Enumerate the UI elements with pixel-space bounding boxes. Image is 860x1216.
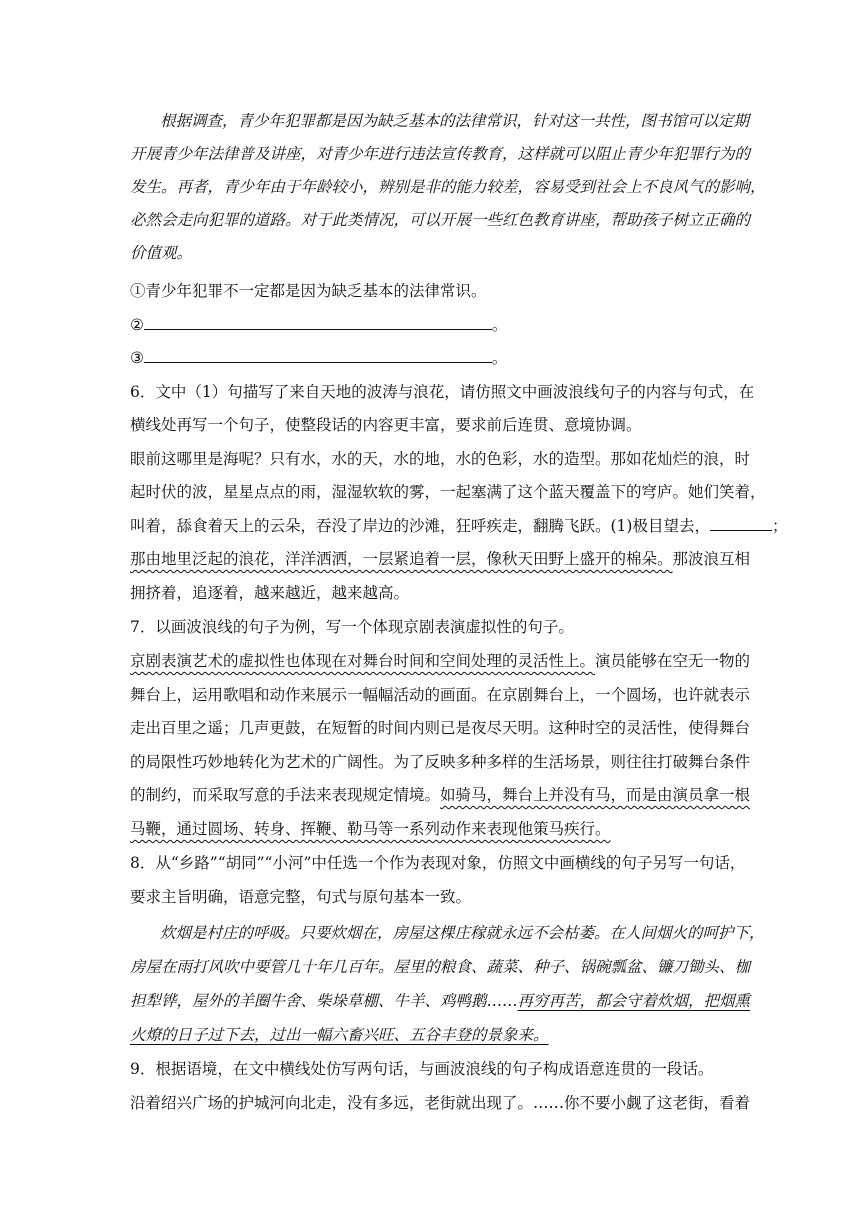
passage5-line-1: 根据调查，青少年犯罪都是因为缺乏基本的法律常识，针对这一共性，图书馆可以定期 — [160, 112, 750, 130]
answer-3-row — [130, 347, 736, 369]
q8-passage-line-2: 房屋在雨打风吹中要管几十年几百年。屋里的粮食、蔬菜、种子、锅碗瓢盆、镰刀锄头、枷 — [130, 958, 751, 976]
answer-2-period: 。 — [491, 316, 508, 334]
q6-passage-line-1: 眼前这哪里是海呢？只有水，水的天，水的地，水的色彩，水的造型。那如花灿烂的浪，时 — [130, 450, 751, 468]
question-6-line-2: 横线处再写一个句子，使整段话的内容更丰富，要求前后连贯、意境协调。 — [130, 416, 642, 434]
q8-passage-line-4 — [130, 1024, 736, 1046]
q8-passage-line-3 — [130, 990, 751, 1012]
question-6-line-1: 6．文中（1）句描写了来自天地的波涛与浪花，请仿照文中画波浪线句子的内容与句式，在 — [130, 383, 755, 401]
q7-passage-line-5 — [130, 784, 751, 806]
q7-passage-line-1 — [130, 650, 751, 672]
q8-underlined-sentence-a: 再穷再苦，都会守着炊烟，把烟熏 — [517, 992, 751, 1010]
passage5-line-3: 发生。再者，青少年由于年龄较小，辨别是非的能力较差，容易受到社会上不良风气的影响， — [130, 178, 766, 196]
q7-wavy-sentence-2b: 马鞭，通过圆场、转身、挥鞭、勒马等一系列动作来表现他策马疾行。 — [130, 820, 611, 838]
passage5-line-5: 价值观。 — [130, 244, 193, 262]
q6-semicolon: ； — [771, 517, 788, 535]
q7-passage-line-6 — [130, 818, 736, 840]
passage5-line-4: 必然会走向犯罪的道路。对于此类情况，可以开展一些红色教育讲座，帮助孩子树立正确的 — [130, 211, 751, 229]
q7-passage-text: 的制约，而采取写意的手法来表现规定情境。 — [130, 786, 441, 804]
answer-3-marker: ③ — [130, 349, 144, 367]
q7-passage-line-2: 舞台上，运用歌唱和动作来展示一幅幅活动的画面。在京剧舞台上，一个圆场，也许就表示 — [130, 686, 751, 704]
q7-passage-line-3: 走出百里之遥；几声更鼓，在短暂的时间内则已是夜尽天明。这种时空的灵活性，使得舞台 — [130, 719, 751, 737]
q7-passage-tail: 演员能够在空无一物的 — [595, 652, 751, 670]
answer-2-blank[interactable] — [144, 314, 492, 330]
answer-3-period: 。 — [491, 349, 508, 367]
q7-wavy-sentence-2a: 如骑马，舞台上并没有马，而是由演员拿一根 — [440, 786, 751, 804]
q7-passage-line-4: 的局限性巧妙地转化为艺术的广阔性。为了反映多种多样的生活场景，则往往打破舞台条件 — [130, 753, 751, 771]
q9-passage-line-1: 沿着绍兴广场的护城河向北走，没有多远，老街就出现了。……你不要小觑了这老街，看着 — [130, 1094, 751, 1112]
answer-2-row — [130, 314, 736, 336]
q6-answer-blank[interactable] — [710, 515, 772, 531]
q6-passage-line-5: 拥挤着，追逐着，越来越近，越来越高。 — [130, 584, 410, 602]
answer-2-marker: ② — [130, 316, 144, 334]
q6-passage-line-3 — [130, 515, 788, 537]
q8-passage-line-1: 炊烟是村庄的呼吸。只要炊烟在，房屋这棵庄稼就永远不会枯萎。在人间烟火的呵护下， — [160, 924, 765, 942]
q6-passage-tail: 那波浪互相 — [672, 550, 751, 568]
q8-passage-text: 担犁铧，屋外的羊圈牛舍、柴垛草棚、牛羊、鸡鸭鹅…… — [130, 992, 518, 1010]
q7-wavy-sentence-1: 京剧表演艺术的虚拟性也体现在对舞台时间和空间处理的灵活性上。 — [130, 652, 596, 670]
q6-wavy-sentence: 那由地里泛起的浪花，洋洋洒洒，一层紧追着一层，像秋天田野上盛开的棉朵。 — [130, 550, 673, 568]
passage5-line-2: 开展青少年法律普及讲座，对青少年进行违法宣传教育，这样就可以阻止青少年犯罪行为的 — [130, 145, 751, 163]
question-8-line-2: 要求主旨明确，语意完整，句式与原句基本一致。 — [130, 888, 472, 906]
q6-passage-line-2: 起时伏的波，星星点点的雨，湿湿软软的雾，一起塞满了这个蓝天覆盖下的穹庐。她们笑着， — [130, 483, 766, 501]
answer-1: ①青少年犯罪不一定都是因为缺乏基本的法律常识。 — [130, 282, 487, 300]
answer-3-blank[interactable] — [144, 347, 492, 363]
question-8-line-1: 8．从“乡路”“胡同”“小河”中任选一个作为表现对象，仿照文中画横线的句子另写一句话， — [130, 854, 746, 872]
q8-underlined-sentence-b: 火燎的日子过下去，过出一幅六畜兴旺、五谷丰登的景象来。 — [130, 1026, 549, 1044]
q6-passage-text: 叫着，舔食着天上的云朵，吞没了岸边的沙滩，狂呼疾走，翻腾飞跃。(1)极目望去， — [130, 517, 710, 535]
question-9-line-1: 9．根据语境，在文中横线处仿写两句话，与画波浪线的句子构成语意连贯的一段话。 — [130, 1060, 714, 1078]
q6-passage-line-4 — [130, 548, 751, 570]
question-7-line-1: 7．以画波浪线的句子为例，写一个体现京剧表演虚拟性的句子。 — [130, 618, 574, 636]
